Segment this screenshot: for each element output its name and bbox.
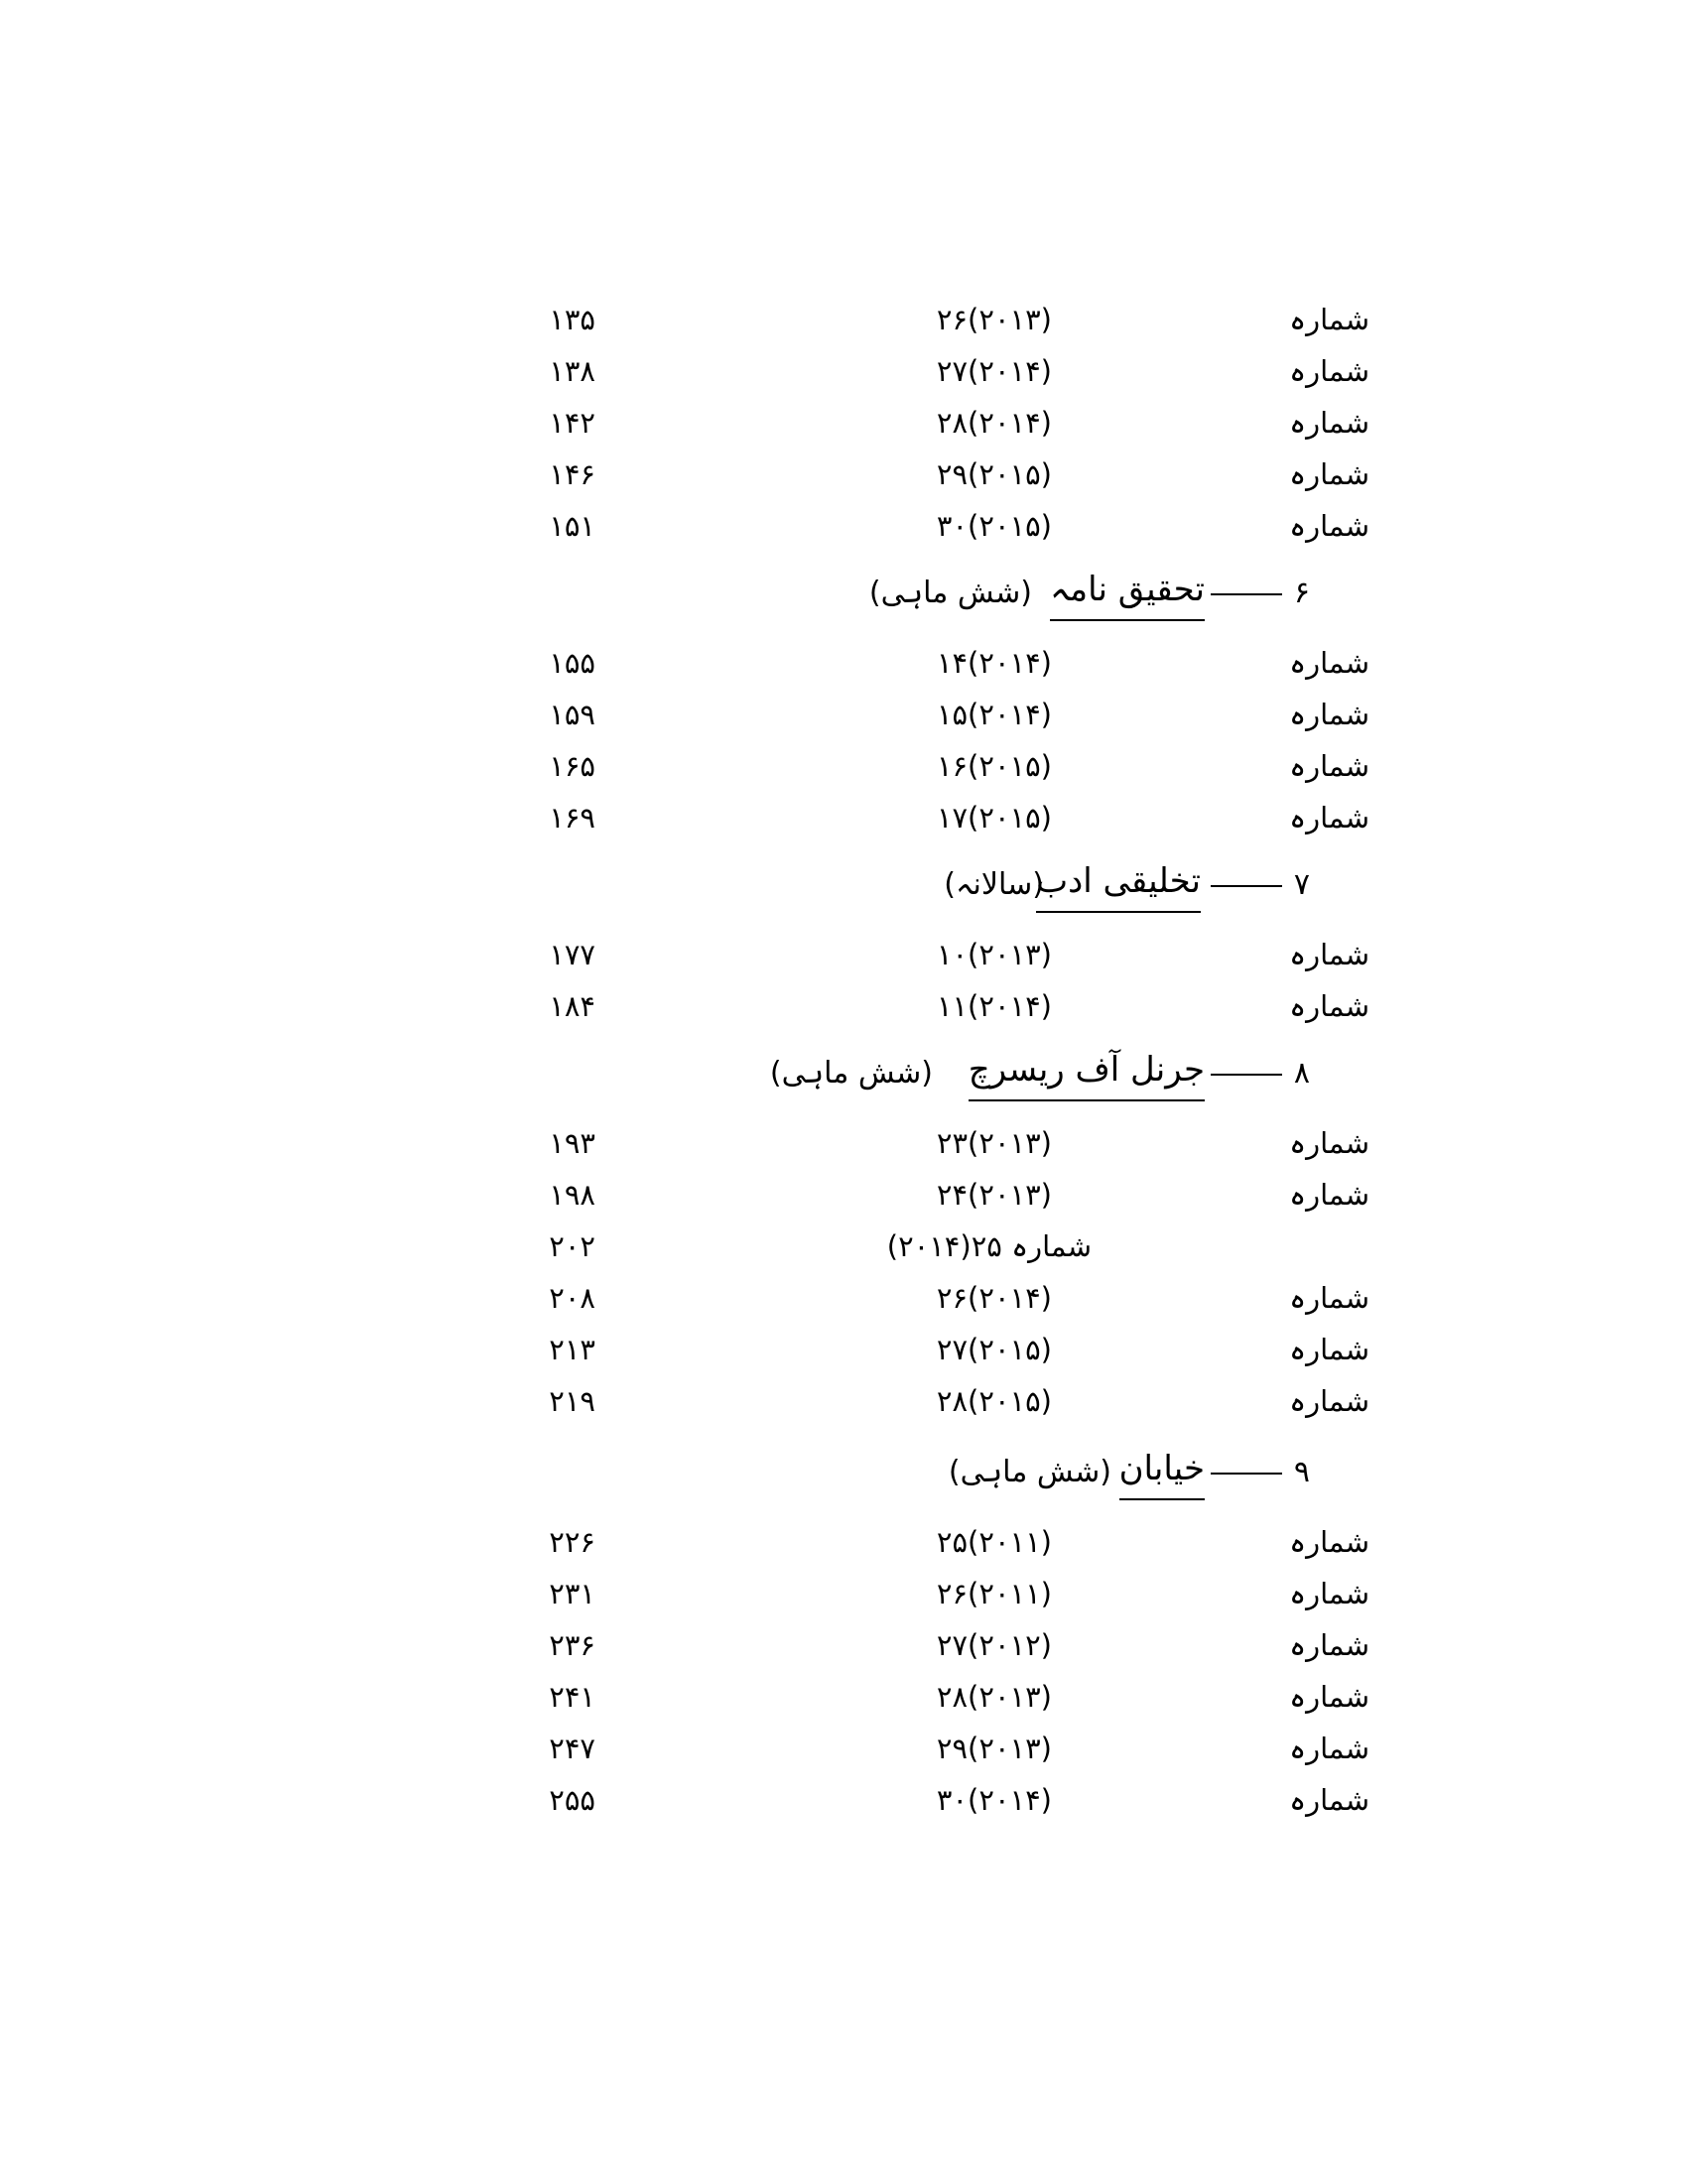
list-item xyxy=(516,982,1389,1030)
page-number: ۲۳۱ xyxy=(549,1577,595,1610)
issue-number: ۲۷(۲۰۱۵) xyxy=(936,1333,1052,1366)
issue-label: شمارہ xyxy=(1289,646,1369,680)
journal-title: جرنل آف ریسرچ xyxy=(969,1042,1205,1101)
page-number: ۱۷۷ xyxy=(549,938,595,971)
list-item xyxy=(516,1274,1389,1322)
issue-label: شمارہ xyxy=(1289,938,1369,971)
issue-number: ۲۴(۲۰۱۳) xyxy=(936,1178,1052,1212)
issue-label: شمارہ xyxy=(1289,303,1369,336)
section-heading xyxy=(794,853,1310,917)
section-number: ۹ xyxy=(1293,1455,1310,1489)
list-item xyxy=(516,1570,1389,1617)
journal-title: تحقیق نامہ xyxy=(1050,562,1205,621)
list-item xyxy=(516,1171,1389,1219)
page-number: ۱۹۳ xyxy=(549,1126,595,1160)
issue-label: شمارہ xyxy=(1289,1680,1369,1714)
issue-label: شمارہ xyxy=(1289,1525,1369,1559)
issue-label: شمارہ xyxy=(1289,1577,1369,1610)
section-number: ۸ xyxy=(1293,1056,1310,1091)
page-number: ۲۴۷ xyxy=(549,1732,595,1765)
page-number: ۱۵۹ xyxy=(549,698,595,731)
issue-number: ۲۸(۲۰۱۵) xyxy=(936,1384,1052,1418)
issue-label: شمارہ xyxy=(1289,1126,1369,1160)
section-heading xyxy=(769,1042,1310,1105)
list-item xyxy=(516,794,1389,841)
list-item xyxy=(516,1119,1389,1167)
issue-label: شمارہ xyxy=(1289,989,1369,1023)
page-number: ۱۳۸ xyxy=(549,354,595,388)
journal-frequency: (شش ماہی) xyxy=(868,576,1032,610)
issue-label: شمارہ xyxy=(1289,1628,1369,1662)
page-number: ۱۸۴ xyxy=(549,989,595,1023)
issue-number: ۱۱(۲۰۱۴) xyxy=(936,989,1052,1023)
page-number: ۲۰۲ xyxy=(549,1229,595,1263)
page-number: ۱۵۵ xyxy=(549,646,595,680)
heading-rule xyxy=(1211,885,1282,887)
page-number: ۱۴۲ xyxy=(549,406,595,440)
page-number: ۱۶۵ xyxy=(549,749,595,783)
issue-label: شمارہ xyxy=(1289,749,1369,783)
issue-label: شمارہ xyxy=(1289,698,1369,731)
issue-number: ۲۹(۲۰۱۳) xyxy=(936,1732,1052,1765)
issue-label: شمارہ xyxy=(1289,406,1369,440)
issue-label: شمارہ xyxy=(1289,509,1369,543)
list-item xyxy=(516,1776,1389,1824)
issue-number: ۱۴(۲۰۱۴) xyxy=(936,646,1052,680)
issue-label: شمارہ xyxy=(1289,1732,1369,1765)
issue-label: شمارہ xyxy=(1289,1384,1369,1418)
issue-label: شمارہ xyxy=(1289,801,1369,835)
list-item xyxy=(516,399,1389,447)
journal-frequency: (شش ماہی) xyxy=(948,1455,1111,1489)
page-number: ۲۳۶ xyxy=(549,1628,595,1662)
list-item xyxy=(516,1377,1389,1425)
heading-rule xyxy=(1211,1473,1282,1475)
list-item xyxy=(516,347,1389,395)
issue-number: ۲۹(۲۰۱۵) xyxy=(936,457,1052,491)
issue-number: ۲۸(۲۰۱۳) xyxy=(936,1680,1052,1714)
list-item xyxy=(516,691,1389,738)
issue-number: ۲۷(۲۰۱۴) xyxy=(936,354,1052,388)
issue-label: شمارہ xyxy=(1289,1281,1369,1315)
page-number: ۲۵۵ xyxy=(549,1783,595,1817)
list-item xyxy=(516,450,1389,498)
issue-number: ۲۵(۲۰۱۱) xyxy=(936,1525,1052,1559)
heading-rule xyxy=(1211,593,1282,595)
issue-number: ۲۶(۲۰۱۳) xyxy=(936,303,1052,336)
section-number: ۶ xyxy=(1293,576,1310,610)
issue-label: شمارہ xyxy=(1289,1178,1369,1212)
section-heading xyxy=(794,562,1310,625)
page-number: ۱۴۶ xyxy=(549,457,595,491)
list-item xyxy=(516,1518,1389,1566)
heading-rule xyxy=(1211,1074,1282,1076)
page-number: ۲۰۸ xyxy=(549,1281,595,1315)
page-number: ۲۱۹ xyxy=(549,1384,595,1418)
journal-frequency: (سالانہ) xyxy=(944,867,1044,902)
issue-label: شمارہ xyxy=(1289,354,1369,388)
issue-label: شمارہ xyxy=(1289,1333,1369,1366)
issue-label: شمارہ xyxy=(1289,457,1369,491)
journal-title: تخلیقی ادب xyxy=(1036,853,1201,913)
page-number: ۱۹۸ xyxy=(549,1178,595,1212)
issue-number: ۳۰(۲۰۱۵) xyxy=(936,509,1052,543)
issue-number: ۱۰(۲۰۱۳) xyxy=(936,938,1052,971)
section-heading xyxy=(794,1441,1310,1504)
journal-title: خیابان xyxy=(1119,1441,1205,1500)
page-number: ۲۲۶ xyxy=(549,1525,595,1559)
section-number: ۷ xyxy=(1293,867,1310,902)
issue-number: ۳۰(۲۰۱۴) xyxy=(936,1783,1052,1817)
list-item xyxy=(516,1725,1389,1772)
issue-number: ۲۸(۲۰۱۴) xyxy=(936,406,1052,440)
list-item xyxy=(516,502,1389,550)
issue-number: ۱۷(۲۰۱۵) xyxy=(936,801,1052,835)
list-item xyxy=(516,1222,1389,1270)
journal-frequency: (شش ماہی) xyxy=(769,1056,933,1091)
list-item xyxy=(516,1326,1389,1373)
list-item xyxy=(516,296,1389,343)
page-number: ۲۴۱ xyxy=(549,1680,595,1714)
issue-number: ۲۷(۲۰۱۲) xyxy=(936,1628,1052,1662)
list-item xyxy=(516,1621,1389,1669)
issue-number: ۱۶(۲۰۱۵) xyxy=(936,749,1052,783)
issue-number: ۱۵(۲۰۱۴) xyxy=(936,698,1052,731)
list-item xyxy=(516,639,1389,687)
issue-number: ۲۶(۲۰۱۱) xyxy=(936,1577,1052,1610)
issue-label: شمارہ xyxy=(1289,1783,1369,1817)
list-item xyxy=(516,1673,1389,1721)
page-number: ۱۶۹ xyxy=(549,801,595,835)
page-number: ۱۵۱ xyxy=(549,509,595,543)
issue-number: شمارہ ۲۵(۲۰۱۴) xyxy=(886,1229,1092,1263)
list-item xyxy=(516,742,1389,790)
page-number: ۱۳۵ xyxy=(549,303,595,336)
list-item xyxy=(516,931,1389,978)
page-number: ۲۱۳ xyxy=(549,1333,595,1366)
issue-number: ۲۳(۲۰۱۳) xyxy=(936,1126,1052,1160)
issue-number: ۲۶(۲۰۱۴) xyxy=(936,1281,1052,1315)
